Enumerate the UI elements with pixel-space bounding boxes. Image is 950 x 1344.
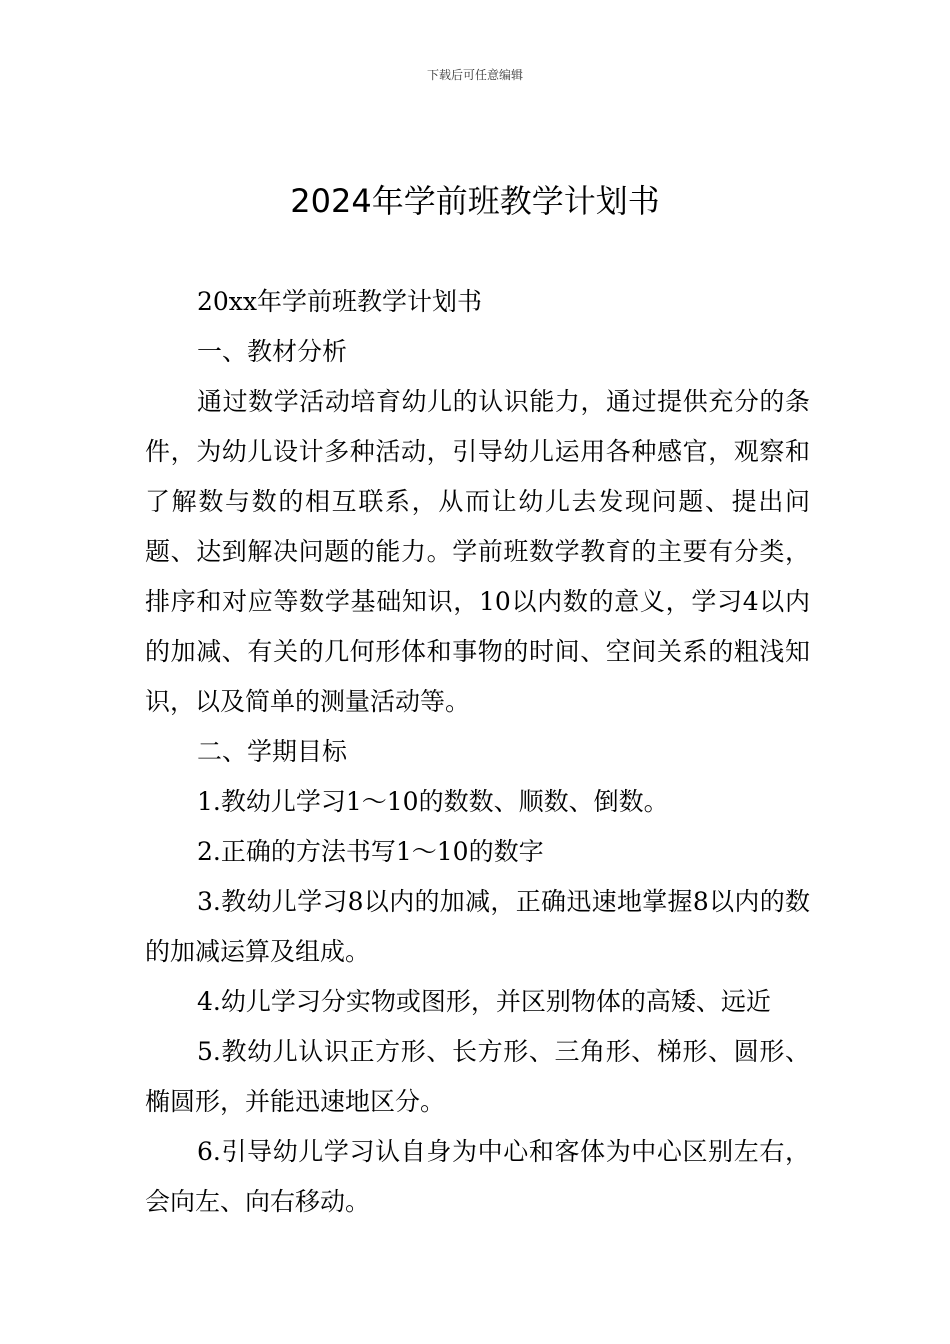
paragraph-materials-analysis: 通过数学活动培育幼儿的认识能力，通过提供充分的条件，为幼儿设计多种活动，引导幼儿运用各种感官，观察和了解数与数的相互联系，从而让幼儿去发现问题、提出问题、达到解决问题的能力。学前班数学教育的主要有分类，排序和对应等数学基础知识，10以内数的意义，学习4以内的加减、有关的几何形体和事物的时间、空间关系的粗浅知识，以及简单的测量活动等。	[145, 387, 810, 716]
goal-item-1: 1.教幼儿学习1～10的数数、顺数、倒数。	[197, 787, 669, 816]
document-title: 2024年学前班教学计划书	[290, 182, 660, 220]
goal-item-3: 3.教幼儿学习8以内的加减，正确迅速地掌握8以内的数的加减运算及组成。	[145, 887, 810, 966]
header-note: 下载后可任意编辑	[426, 68, 523, 82]
goal-item-6: 6.引导幼儿学习认自身为中心和客体为中心区别左右，会向左、向右移动。	[145, 1137, 810, 1216]
goal-item-4: 4.幼儿学习分实物或图形，并区别物体的高矮、远近	[197, 987, 771, 1016]
section-heading-goals: 二、学期目标	[197, 737, 348, 766]
goal-item-2: 2.正确的方法书写1～10的数字	[197, 837, 544, 866]
section-heading-materials: 一、教材分析	[197, 337, 348, 366]
document-body	[145, 277, 810, 1227]
paragraph-subtitle: 20xx年学前班教学计划书	[197, 287, 483, 316]
goal-item-5: 5.教幼儿认识正方形、长方形、三角形、梯形、圆形、椭圆形，并能迅速地区分。	[145, 1037, 810, 1116]
